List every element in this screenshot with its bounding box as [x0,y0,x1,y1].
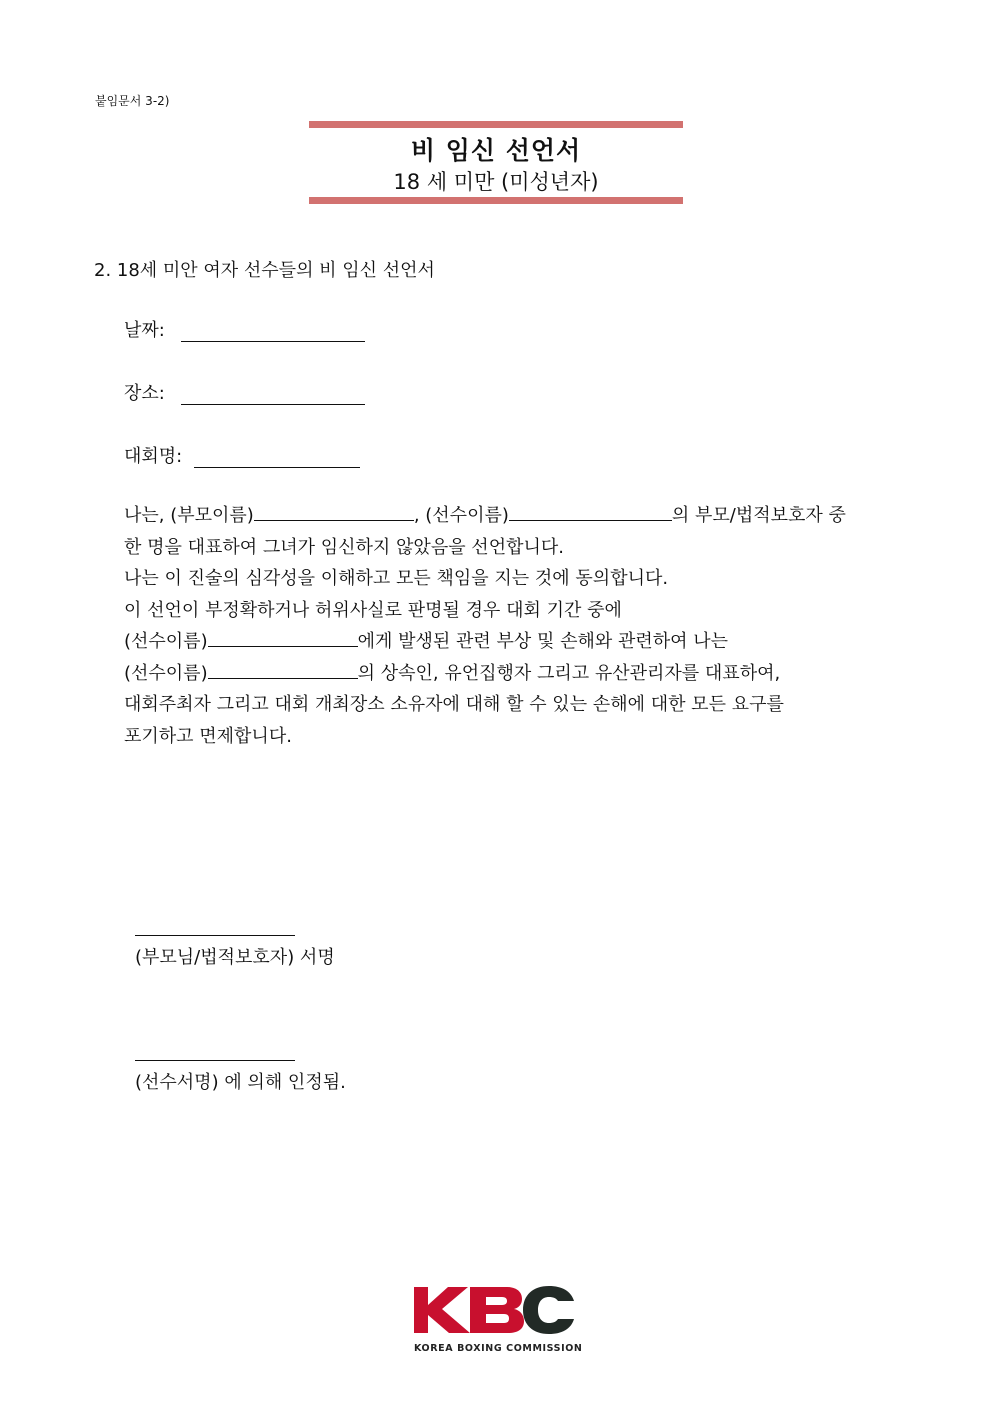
athlete-name-field-2[interactable] [208,645,358,647]
attachment-label: 붙임문서 3-2) [95,94,170,108]
declaration-line-6 [124,658,904,690]
athlete-name-label-2: (선수이름) [124,631,208,652]
declaration-body [124,500,904,752]
declaration-line-1 [124,500,904,532]
document-title: 비 임신 선언서 [410,136,582,165]
athlete-name-field-1[interactable] [509,519,672,521]
athlete-name-label-3: (선수이름) [124,662,208,684]
document-subtitle: 18 세 미만 (미성년자) [393,170,599,194]
athlete-name-field-3[interactable] [208,677,358,679]
guardian-signature-label: (부모님/법적보호자) 서명 [135,947,335,968]
competition-field-row [124,442,360,468]
section-heading: 2. 18세 미안 여자 선수들의 비 임신 선언서 [94,260,435,281]
guardian-signature-line[interactable] [135,935,295,936]
date-label: 날짜: [124,320,165,341]
declaration-line-5 [124,626,904,658]
venue-field-row [124,379,365,405]
venue-label: 장소: [124,383,165,404]
athlete-signature-label: (선수서명) 에 의해 인정됨. [135,1072,346,1093]
guardian-text: 의 부모/법적보호자 중 [671,505,846,526]
parent-name-label: 나는, (부모이름) [124,505,254,526]
date-field[interactable] [181,340,365,342]
kbc-logo [414,1285,583,1354]
kbc-logo-mark [414,1285,576,1335]
heirs-text: 의 상속인, 유언집행자 그리고 유산관리자를 대표하여, [357,662,781,684]
competition-label: 대회명: [124,446,183,467]
date-field-row [124,316,365,342]
venue-field[interactable] [181,403,365,405]
declaration-line-7: 대회주최자 그리고 대회 개최장소 소유자에 대해 할 수 있는 손해에 대한 모든 요구를 [124,694,784,715]
athlete-signature-line[interactable] [135,1060,295,1061]
injury-text: 에게 발생된 관련 부상 및 손해와 관련하여 나는 [357,631,729,652]
title-top-bar [309,121,683,128]
parent-name-field[interactable] [254,519,414,521]
title-bottom-bar [309,197,683,204]
athlete-name-label: , (선수이름) [413,505,509,526]
logo-tagline: KOREA BOXING COMMISSION [414,1343,583,1354]
declaration-line-8: 포기하고 면제합니다. [124,725,292,747]
competition-field[interactable] [194,466,360,468]
declaration-line-2: 한 명을 대표하여 그녀가 임신하지 않았음을 선언합니다. [124,536,564,558]
declaration-line-4: 이 선언이 부정확하거나 허위사실로 판명될 경우 대회 기간 중에 [124,599,622,621]
declaration-line-3: 나는 이 진술의 심각성을 이해하고 모든 책임을 지는 것에 동의합니다. [124,568,669,589]
